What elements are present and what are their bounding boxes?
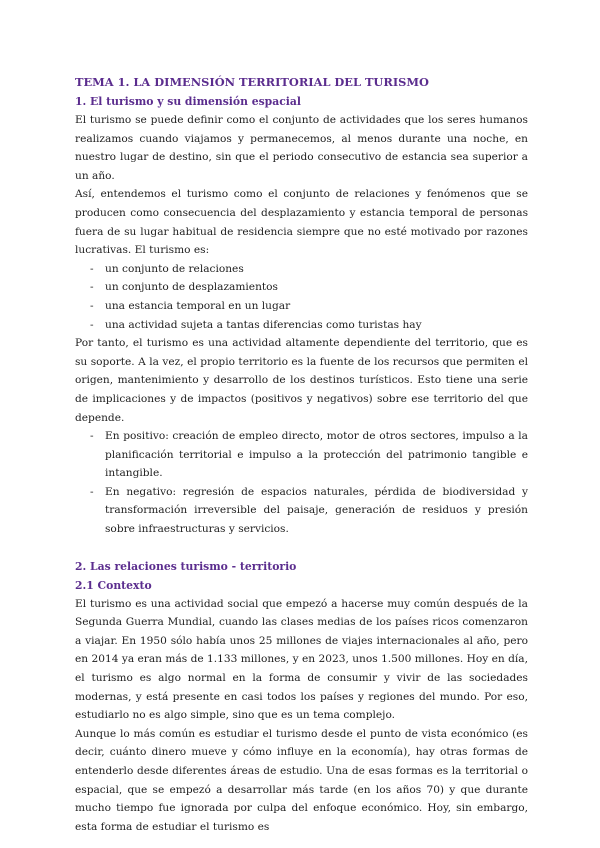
list-item: - una estancia temporal en un lugar: [75, 297, 528, 316]
dash-bullet: -: [90, 281, 94, 294]
paragraph: Por tanto, el turismo es una actividad altamente dependiente del territorio, que es su soporte. A la vez, el propio territorio es la fuente de los recursos que permiten el origen, mantenimiento y desarrollo de los destinos turísticos. Esto tiene una serie de implicaciones y de impactos (positivos y negativos) sobre ese territorio del que depende.: [75, 337, 528, 424]
section-1-heading: 1. El turismo y su dimensión espacial: [75, 95, 301, 108]
dash-bullet: -: [90, 318, 94, 331]
definition-list: [75, 260, 528, 334]
paragraph: El turismo es una actividad social que empezó a hacerse muy común después de la Segunda Guerra Mundial, cuando las clases medias de los países ricos comenzaron a viajar. En 1950 sólo había unos 25 millones de viajes internacionales al año, pero en 2014 ya eran más de 1.133 millones, y en 2023, unos 1.500 millones. Hoy en día, el turismo es algo normal en la forma de consumir y vivir de las sociedades modernas, y está presente en casi todos los países y regiones del mundo. Por eso, estudiarlo no es algo simple, sino que es un tema complejo.: [75, 597, 528, 722]
list-item: - un conjunto de relaciones: [75, 260, 528, 279]
document-page: [75, 72, 528, 836]
paragraph: Así, entendemos el turismo como el conjunto de relaciones y fenómenos que se producen como consecuencia del desplazamiento y estancia temporal de personas fuera de su lugar habitual de residencia siempre que no esté motivado por razones lucrativas. El turismo es:: [75, 188, 528, 257]
paragraph: El turismo se puede definir como el conjunto de actividades que los seres humanos realizamos cuando viajamos y permanecemos, al menos durante una noche, en nuestro lugar de destino, sin que el periodo consecutivo de estancia sea superior a un año.: [75, 114, 528, 182]
list-item: - En negativo: regresión de espacios naturales, pérdida de biodiversidad y transformación irreversible del paisaje, generación de residuos y presión sobre infraestructuras y servicios.: [75, 483, 528, 539]
subsection-heading: 2.1 Contexto: [75, 578, 152, 592]
section-2-heading: 2. Las relaciones turismo - territorio: [75, 559, 297, 573]
list-item: - En positivo: creación de empleo directo, motor de otros sectores, impulso a la planificación territorial e impulso a la protección del patrimonio tangible e intangible.: [75, 427, 528, 483]
page-title: TEMA 1. LA DIMENSIÓN TERRITORIAL DEL TURISMO: [75, 75, 429, 89]
spacer: [75, 539, 528, 557]
list-item: - un conjunto de desplazamientos: [75, 278, 528, 297]
list-item: - una actividad sujeta a tantas diferencias como turistas hay: [75, 316, 528, 335]
dash-bullet: -: [90, 485, 94, 498]
impacts-list: [75, 427, 528, 539]
paragraph: Aunque lo más común es estudiar el turismo desde el punto de vista económico (es decir, cuánto dinero mueve y cómo influye en la economía), hay otras formas de entenderlo desde diferentes áreas de estudio. Una de esas formas es la territorial o espacial, que se empezó a desarrollar más tarde (en los años 70) y que durante mucho tiempo fue ignorada por culpa del enfoque económico. Hoy, sin embargo, esta forma de estudiar el turismo es: [75, 727, 528, 833]
dash-bullet: -: [90, 430, 94, 443]
dash-bullet: -: [90, 262, 94, 275]
dash-bullet: -: [90, 299, 94, 312]
